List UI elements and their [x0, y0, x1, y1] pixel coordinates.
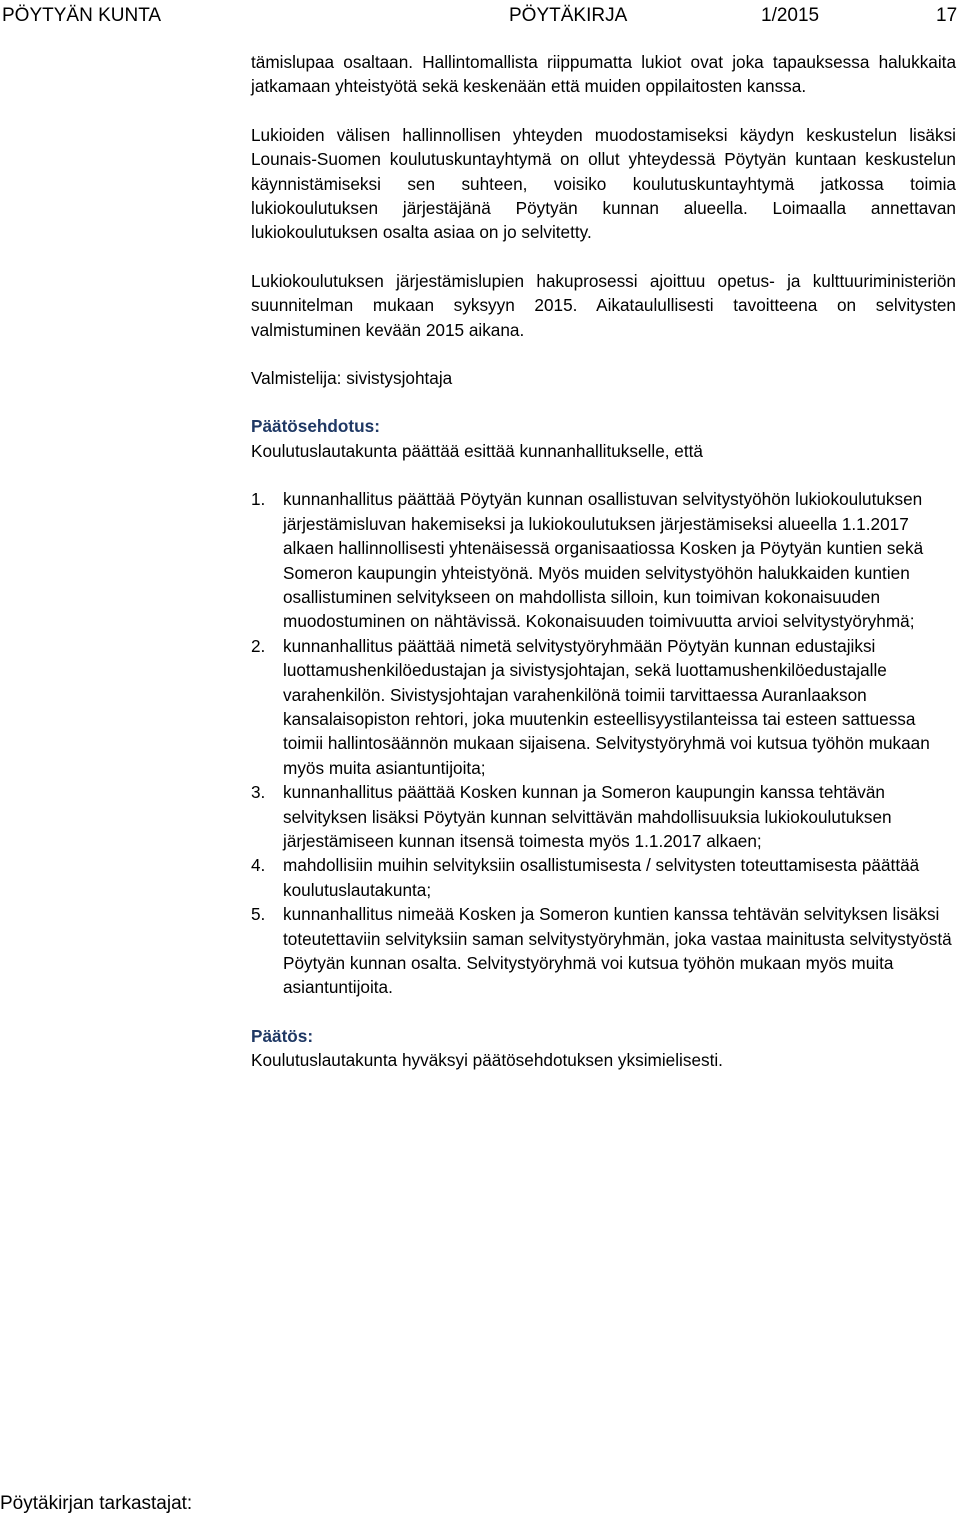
- proposal-intro: Koulutuslautakunta päättää esittää kunnanhallitukselle, että: [251, 440, 703, 461]
- header-document-type: PÖYTÄKIRJA: [509, 5, 628, 26]
- list-item-number: 5.: [251, 904, 266, 925]
- paragraph-continuation: tämislupaa osaltaan. Hallintomallista riippumatta lukiot ovat joka tapauksessa halukkaita jatkamaan yhteistyötä sekä keskenään että muiden oppilaitosten kanssa.: [251, 52, 956, 97]
- list-item-number: 4.: [251, 855, 266, 876]
- list-item: [251, 902, 956, 1000]
- list-item: [251, 487, 956, 633]
- paragraph-schedule: Lukiokoulutuksen järjestämislupien hakuprosessi ajoittuu opetus- ja kulttuuriministeriön suunnitelman mukaan syksyyn 2015. Aikataulullisesti tavoitteena on selvitysten valmistuminen kevään 2015 aikana.: [251, 270, 956, 340]
- list-item: [251, 634, 956, 780]
- list-item-number: 3.: [251, 782, 266, 803]
- page-header: [0, 0, 960, 30]
- list-item: [251, 853, 956, 902]
- list-item-text: kunnanhallitus päättää Pöytyän kunnan osallistuvan selvitystyöhön lukiokoulutuksen järjestämisluvan hakemiseksi ja lukiokoulutuksen järjestämiseksi alueella 1.1.2017 alkaen hallinnollisesti yhtenäisessä organisaatiossa Kosken ja Pöytyän kuntien sekä Someron kaupungin yhteistyönä. Myös muiden selvitystyöhön halukkaiden kuntien osallistuminen selvitykseen on mahdollista silloin, kun toimivan kokonaisuuden muodostuminen on nähtävissä. Kokonaisuuden toimivuutta arvioi selvitystyöryhmä;: [283, 489, 924, 632]
- decision-heading: Päätös:: [251, 1025, 314, 1046]
- list-item: [251, 780, 956, 853]
- header-page-number: 17: [936, 5, 958, 26]
- list-item-text: kunnanhallitus päättää Kosken kunnan ja Someron kaupungin kanssa tehtävän selvityksen lisäksi Pöytyän kunnan selvittävän mahdollisuuksia lukiokoulutuksen järjestämiseen kunnan itsensä toimesta myös 1.1.2017 alkaen;: [283, 782, 892, 851]
- decision-text: Koulutuslautakunta hyväksyi päätösehdotuksen yksimielisesti.: [251, 1050, 723, 1071]
- list-item-number: 1.: [251, 489, 266, 510]
- list-item-text: kunnanhallitus päättää nimetä selvitystyöryhmään Pöytyän kunnan edustajiksi luottamushenkilöedustajan ja sivistysjohtajan, sekä luottamushenkilöedustajalle varahenkilön. Sivistysjohtajan varahenkilönä toimii tarvittaessa Auranlaakson kansalaisopiston rehtori, joka muutenkin esteellisyystilanteissa tai esteen sattuessa toimii hallintosäännön mukaan sijaisena. Selvitystyöryhmä voi kutsua työhön mukaan myös muita asiantuntijoita;: [283, 635, 930, 778]
- footer-reviewers-label: Pöytäkirjan tarkastajat:: [0, 1493, 193, 1514]
- header-organization: PÖYTYÄN KUNTA: [2, 5, 162, 26]
- paragraph-background: Lukioiden välisen hallinnollisen yhteyden muodostamiseksi käydyn keskustelun lisäksi Lounais-Suomen koulutuskuntayhtymä on ollut yhteydessä Pöytyän kuntaan keskustelun käynnistämiseksi sen suhteen, voisiko koulutuskuntayhtymä jatkossa toimia lukiokoulutuksen järjestäjänä Pöytyän kunnan alueella. Loimaalla annettavan lukiokoulutuksen osalta asiaa on jo selvitetty.: [251, 124, 956, 243]
- list-item-number: 2.: [251, 635, 266, 656]
- document-body: [251, 50, 956, 1073]
- proposal-heading: Päätösehdotus:: [251, 416, 380, 437]
- proposal-list: [251, 487, 956, 1000]
- preparer-line: Valmistelija: sivistysjohtaja: [251, 368, 453, 389]
- header-document-number: 1/2015: [761, 5, 820, 26]
- list-item-text: mahdollisiin muihin selvityksiin osallistumisesta / selvitysten toteuttamisesta päättää koulutuslautakunta;: [283, 855, 920, 900]
- list-item-text: kunnanhallitus nimeää Kosken ja Someron kuntien kanssa tehtävän selvityksen lisäksi toteutettaviin selvityksiin saman selvitystyöryhmän, joka vastaa mainitusta selvitystyöstä Pöytyän kunnan osalta. Selvitystyöryhmä voi kutsua työhön mukaan myös muita asiantuntijoita.: [283, 904, 952, 998]
